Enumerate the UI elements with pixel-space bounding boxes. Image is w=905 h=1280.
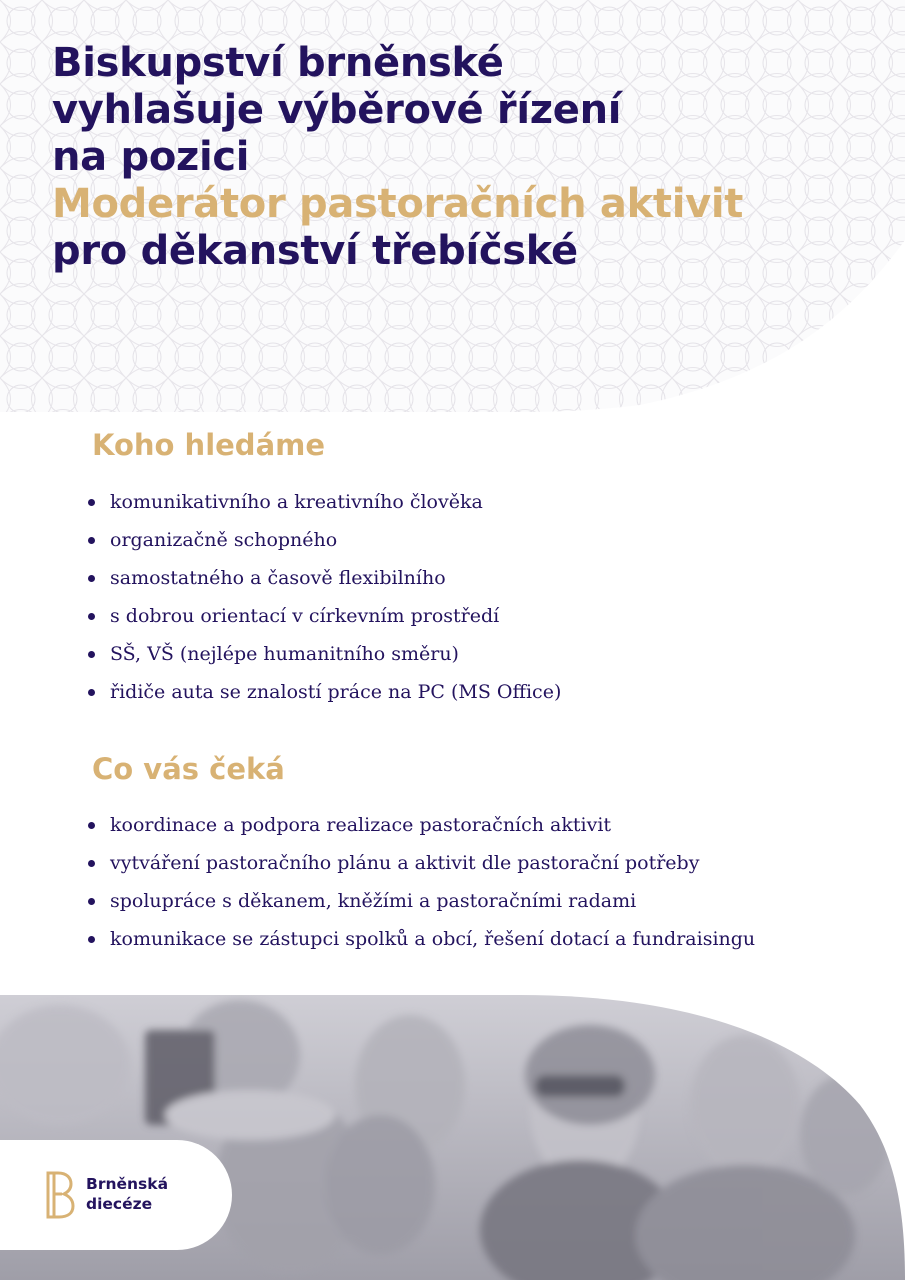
title-line-1: Biskupství brněnské [52, 40, 504, 86]
logo-line-2: diecéze [86, 1195, 153, 1213]
diocese-logo-icon [42, 1170, 76, 1220]
bullet-icon [88, 537, 95, 544]
bullet-icon [88, 822, 95, 829]
list-item: organizačně schopného [88, 527, 561, 565]
list-item: s dobrou orientací v církevním prostředí [88, 603, 561, 641]
page-title [52, 40, 892, 275]
what-awaits-list [88, 812, 755, 964]
bullet-icon [88, 575, 95, 582]
bullet-icon [88, 860, 95, 867]
list-item: vytváření pastoračního plánu a aktivit dle pastorační potřeby [88, 850, 755, 888]
bullet-icon [88, 499, 95, 506]
looking-for-list [88, 489, 561, 717]
logo-text [86, 1174, 168, 1214]
title-line-2: vyhlašuje výběrové řízení [52, 87, 622, 133]
bullet-icon [88, 898, 95, 905]
logo-line-1: Brněnská [86, 1175, 169, 1193]
list-item: řidiče auta se znalostí práce na PC (MS Office) [88, 679, 561, 717]
list-item: spolupráce s děkanem, kněžími a pastoračními radami [88, 888, 755, 926]
bullet-icon [88, 936, 95, 943]
bullet-icon [88, 613, 95, 620]
list-item: komunikace se zástupci spolků a obcí, řešení dotací a fundraisingu [88, 926, 755, 964]
title-line-3: na pozici [52, 134, 250, 180]
looking-for-heading: Koho hledáme [92, 428, 326, 462]
position-title: Moderátor pastoračních aktivit [52, 181, 744, 227]
bullet-icon [88, 651, 95, 658]
list-item: komunikativního a kreativního člověka [88, 489, 561, 527]
list-item: samostatného a časově flexibilního [88, 565, 561, 603]
title-line-5: pro děkanství třebíčské [52, 228, 578, 274]
bullet-icon [88, 689, 95, 696]
logo-badge [0, 1140, 232, 1250]
what-awaits-heading: Co vás čeká [92, 752, 285, 786]
list-item: SŠ, VŠ (nejlépe humanitního směru) [88, 641, 561, 679]
list-item: koordinace a podpora realizace pastoračních aktivit [88, 812, 755, 850]
